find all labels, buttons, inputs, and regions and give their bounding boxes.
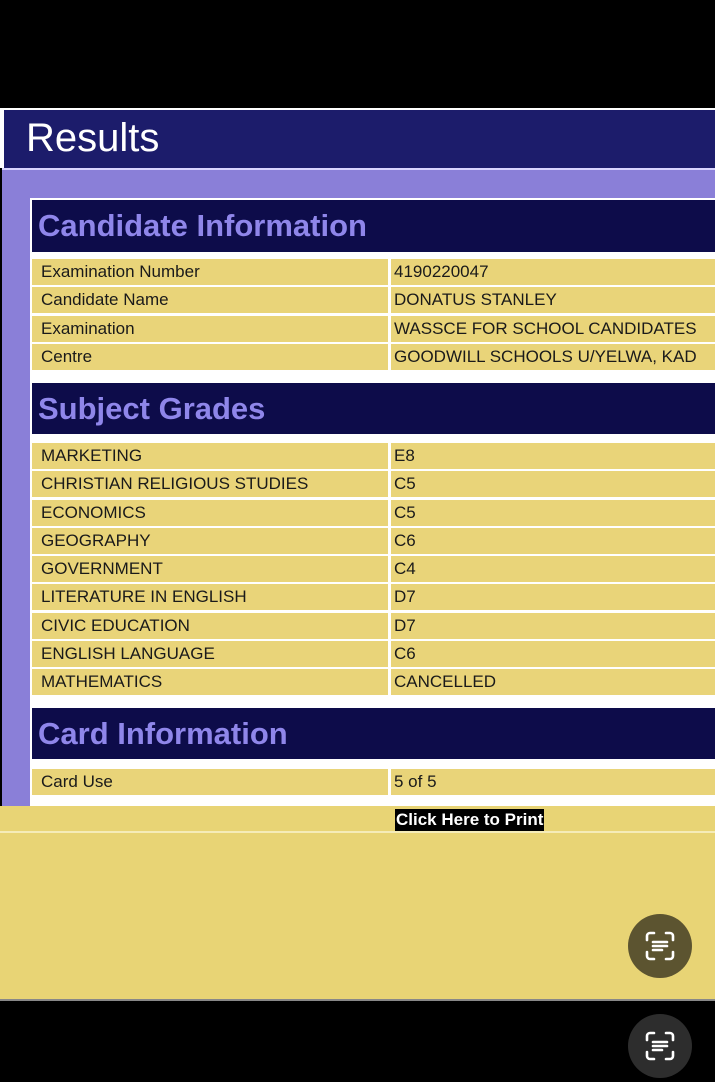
print-link[interactable]: Click Here to Print: [396, 810, 544, 829]
candidate-info-table: [32, 259, 715, 372]
table-row: [32, 556, 715, 582]
table-row: [32, 584, 715, 610]
header-edge: [0, 110, 4, 168]
subject-grades-heading: Subject Grades: [32, 383, 715, 434]
row-label: Examination Number: [32, 259, 388, 285]
row-label: Card Use: [32, 769, 388, 795]
row-value: 5 of 5: [391, 769, 715, 795]
subject-grade: C5: [391, 500, 715, 526]
subject-grade: CANCELLED: [391, 669, 715, 695]
print-area: [0, 806, 715, 999]
table-row: [32, 287, 715, 313]
subject-grades-table: [32, 443, 715, 698]
card-info-heading: Card Information: [32, 708, 715, 759]
subject-name: ENGLISH LANGUAGE: [32, 641, 388, 667]
scan-text-icon: [643, 929, 677, 963]
subject-grade: C4: [391, 556, 715, 582]
subject-name: GEOGRAPHY: [32, 528, 388, 554]
subject-name: ECONOMICS: [32, 500, 388, 526]
row-label: Centre: [32, 344, 388, 370]
table-row: [32, 669, 715, 695]
scan-text-button[interactable]: [628, 914, 692, 978]
table-row: [32, 344, 715, 370]
subject-name: MARKETING: [32, 443, 388, 469]
table-row: [32, 259, 715, 285]
row-value: DONATUS STANLEY: [391, 287, 715, 313]
table-row: [32, 613, 715, 639]
bottom-bar: [0, 999, 715, 1082]
subject-name: GOVERNMENT: [32, 556, 388, 582]
row-label: Candidate Name: [32, 287, 388, 313]
table-row: [32, 769, 715, 795]
results-content: [30, 198, 715, 808]
scan-text-icon: [643, 1029, 677, 1063]
scan-text-button[interactable]: [628, 1014, 692, 1078]
subject-name: CHRISTIAN RELIGIOUS STUDIES: [32, 471, 388, 497]
subject-grade: D7: [391, 613, 715, 639]
row-value: 4190220047: [391, 259, 715, 285]
table-row: [32, 641, 715, 667]
candidate-info-heading: Candidate Information: [32, 200, 715, 252]
subject-name: CIVIC EDUCATION: [32, 613, 388, 639]
row-label: Examination: [32, 316, 388, 342]
table-row: [32, 443, 715, 469]
subject-name: LITERATURE IN ENGLISH: [32, 584, 388, 610]
table-row: [32, 316, 715, 342]
table-row: [32, 471, 715, 497]
table-row: [32, 528, 715, 554]
subject-grade: C6: [391, 641, 715, 667]
subject-name: MATHEMATICS: [32, 669, 388, 695]
row-value: GOODWILL SCHOOLS U/YELWA, KAD: [391, 344, 715, 370]
divider: [0, 831, 715, 833]
row-value: WASSCE FOR SCHOOL CANDIDATES: [391, 316, 715, 342]
subject-grade: D7: [391, 584, 715, 610]
subject-grade: C6: [391, 528, 715, 554]
subject-grade: E8: [391, 443, 715, 469]
subject-grade: C5: [391, 471, 715, 497]
page-title: Results: [26, 116, 160, 160]
results-header-bar: [0, 108, 715, 168]
table-row: [32, 500, 715, 526]
card-info-table: [32, 769, 715, 797]
